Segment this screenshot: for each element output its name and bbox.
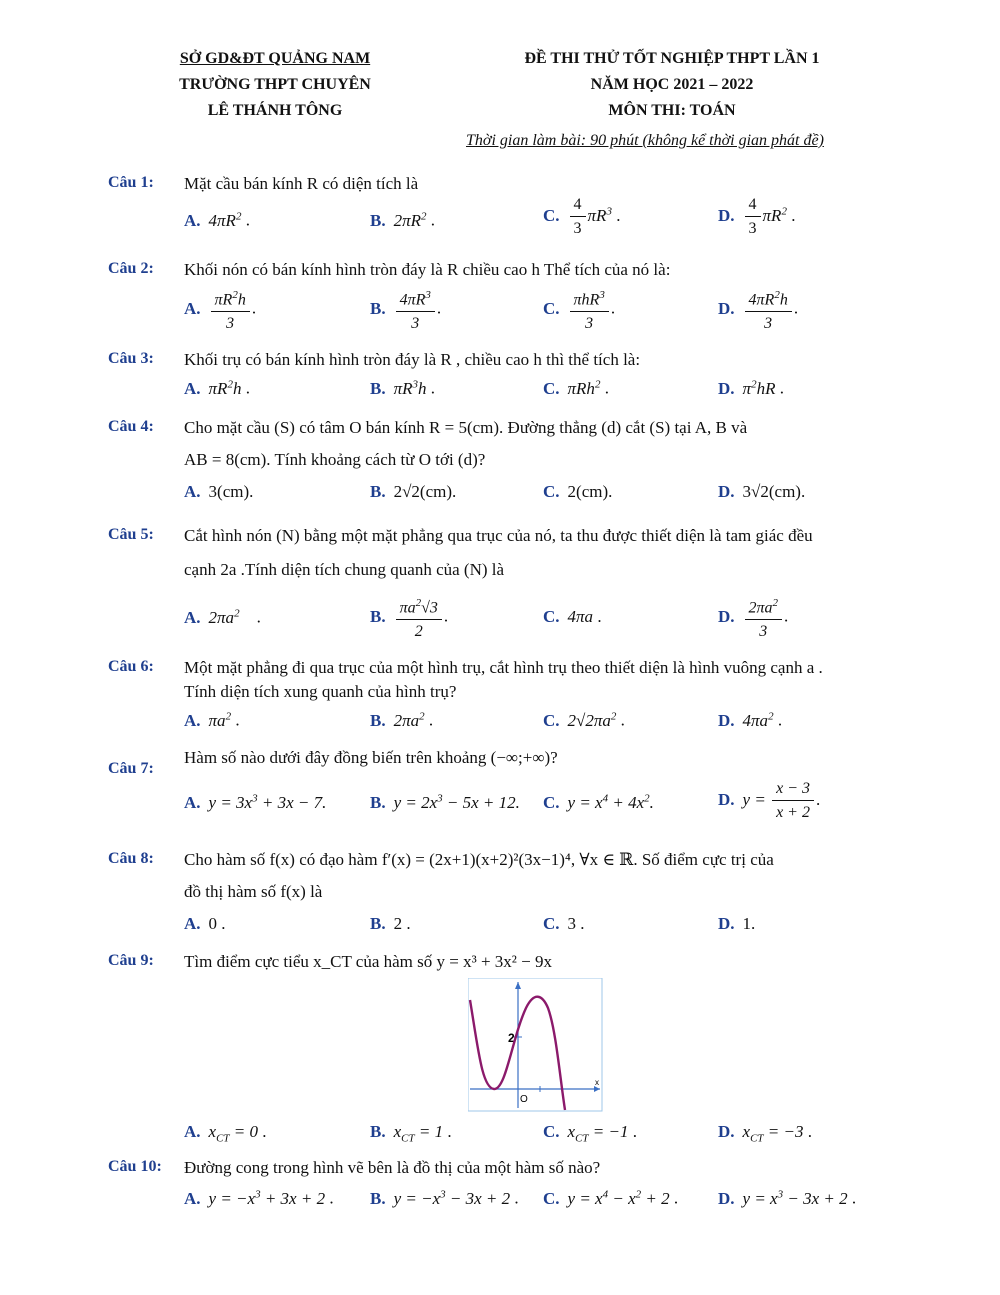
q8-option-c[interactable]: C. 3 . <box>543 914 585 933</box>
q9-label: Câu 9: <box>108 952 154 969</box>
q8-text-2: đồ thị hàm số f(x) là <box>184 882 323 901</box>
q5-option-b[interactable]: B. $\frac{\pi a^2√3}{2}$ . <box>370 594 448 641</box>
q10-option-a[interactable]: A. $y = -x^3 + 3x + 2$ . <box>184 1188 334 1208</box>
q1-a-value: $4\pi R^2$ <box>208 210 242 230</box>
q5-option-a[interactable]: A. $2\pi a^2$ . <box>184 607 261 627</box>
q5-text: Cắt hình nón (N) bằng một mặt phẳng qua trục của nó, ta thu được thiết diện là tam giác đều <box>184 526 813 545</box>
q7-text: Hàm số nào dưới đây đồng biến trên khoảng (−∞;+∞)? <box>184 748 558 767</box>
q8-text: Cho hàm số f(x) có đạo hàm f′(x) = (2x+1)(x+2)²(3x−1)⁴, ∀x ∈ ℝ. Số điểm cực trị của <box>184 850 774 869</box>
q8-option-b[interactable]: B. 2 . <box>370 914 411 933</box>
x-axis-label: x <box>595 1078 599 1087</box>
q6-option-d[interactable]: D. $4\pi a^2$ . <box>718 710 783 730</box>
q2-label: Câu 2: <box>108 260 154 277</box>
q4-option-d[interactable]: D. 3√2(cm). <box>718 482 806 501</box>
q3-option-c[interactable]: C. πRh$^2$ . <box>543 378 609 398</box>
q6-option-c[interactable]: C. $2√2\pi a^2$ . <box>543 710 625 730</box>
q10-label: Câu 10: <box>108 1158 162 1175</box>
y-axis-arrow <box>515 982 521 989</box>
q10-option-b[interactable]: B. $y = -x^3 - 3x + 2$ . <box>370 1188 519 1208</box>
q4-option-b[interactable]: B. 2√2(cm). <box>370 482 457 501</box>
q1-label: Câu 1: <box>108 174 154 191</box>
school-name: TRƯỜNG THPT CHUYÊN <box>179 76 371 93</box>
q3-option-a[interactable]: A. $\pi R^2h$ . <box>184 378 250 398</box>
y-tick-label: 2 <box>508 1031 515 1045</box>
q8-option-d[interactable]: D. 1. <box>718 914 756 933</box>
q9-text: Tìm điểm cực tiểu x_CT của hàm số y = x³ + 3x² − 9x <box>184 952 552 971</box>
exam-header <box>462 46 882 124</box>
q1-b-value: $2\pi R^2$ <box>393 210 427 230</box>
q3-text: Khối trụ có bán kính hình tròn đáy là R , chiều cao h thì thể tích là: <box>184 350 641 369</box>
q7-option-a[interactable]: A. $y = 3x^3 + 3x - 7$. <box>184 792 327 812</box>
q10-text: Đường cong trong hình vẽ bên là đồ thị của một hàm số nào? <box>184 1158 601 1177</box>
q4-text-2: AB = 8(cm). Tính khoảng cách từ O tới (d)? <box>184 450 486 469</box>
q1-option-c[interactable]: C. $\frac{4}{3}$ $\pi R^3$ . <box>543 196 621 237</box>
q7-option-b[interactable]: B. $y = 2x^3 - 5x + 12$. <box>370 792 520 812</box>
school-year: NĂM HỌC 2021 – 2022 <box>590 76 754 93</box>
exam-title: ĐỀ THI THỬ TỐT NGHIỆP THPT LẦN 1 <box>524 50 820 67</box>
school-name-2: LÊ THÁNH TÔNG <box>207 102 343 119</box>
q8-label: Câu 8: <box>108 850 154 867</box>
school-header <box>140 46 410 124</box>
q7-option-d[interactable]: D. y = $\frac{x - 3}{x + 2}$ . <box>718 780 821 821</box>
q5-label: Câu 5: <box>108 526 154 543</box>
q2-option-b[interactable]: B. $\frac{4\pi R^3}{3}$ . <box>370 286 441 333</box>
cubic-graph-figure <box>468 978 604 1112</box>
q4-option-a[interactable]: A. 3(cm). <box>184 482 254 501</box>
q10-option-d[interactable]: D. $y = x^3 - 3x + 2$ . <box>718 1188 857 1208</box>
q9-option-d[interactable]: D. $x_{CT} = -3$ . <box>718 1122 812 1145</box>
subject: MÔN THI: TOÁN <box>608 102 736 119</box>
q3-option-b[interactable]: B. $\pi R^3h$ . <box>370 378 435 398</box>
q6-option-b[interactable]: B. $2\pi a^2$ . <box>370 710 434 730</box>
q4-option-c[interactable]: C. 2(cm). <box>543 482 613 501</box>
q2-text: Khối nón có bán kính hình tròn đáy là R chiều cao h Thể tích của nó là: <box>184 260 671 279</box>
q7-label: Câu 7: <box>108 760 154 777</box>
q6-text: Một mặt phẳng đi qua trục của một hình trụ, cắt hình trụ theo thiết diện là hình vuông cạnh a . <box>184 658 823 677</box>
q1-text: Mặt cầu bán kính R có diện tích là <box>184 174 419 193</box>
q4-label: Câu 4: <box>108 418 154 435</box>
q6-label: Câu 6: <box>108 658 154 675</box>
q10-option-c[interactable]: C. $y = x^4 - x^2 + 2$ . <box>543 1188 679 1208</box>
q7-option-c[interactable]: C. $y = x^4 + 4x^2$. <box>543 792 654 812</box>
q1-option-b[interactable]: B. $2\pi R^2$ . <box>370 210 435 230</box>
q1-option-d[interactable]: D. $\frac{4}{3}$ $\pi R^2$ . <box>718 196 796 237</box>
q9-option-b[interactable]: B. $x_{CT} = 1$ . <box>370 1122 452 1145</box>
q9-option-c[interactable]: C. $x_{CT} = -1$ . <box>543 1122 637 1145</box>
q2-option-d[interactable]: D. $\frac{4\pi R^2h}{3}$ . <box>718 286 798 333</box>
department-name: SỞ GD&ĐT QUẢNG NAM <box>179 50 371 67</box>
q1-option-a[interactable]: A. $4\pi R^2$ . <box>184 210 250 230</box>
origin-label: O <box>520 1094 528 1105</box>
q6-option-a[interactable]: A. $\pi a^2$ . <box>184 710 240 730</box>
q3-option-d[interactable]: D. $\pi^2hR$ . <box>718 378 784 398</box>
q2-option-a[interactable]: A. $\frac{\pi R^2h}{3}$ . <box>184 286 256 333</box>
time-note: Thời gian làm bài: 90 phút (không kể thời gian phát đề) <box>466 132 824 149</box>
q5-option-d[interactable]: D. $\frac{2\pi a^2}{3}$ . <box>718 594 788 641</box>
q8-option-a[interactable]: A. 0 . <box>184 914 226 933</box>
q4-text: Cho mặt cầu (S) có tâm O bán kính R = 5(cm). Đường thẳng (d) cắt (S) tại A, B và <box>184 418 748 437</box>
q5-option-c[interactable]: C. 4πa . <box>543 607 602 626</box>
q5-text-2: cạnh 2a .Tính diện tích chung quanh của (N) là <box>184 560 505 579</box>
q2-option-c[interactable]: C. $\frac{\pi hR^3}{3}$ . <box>543 286 615 333</box>
q9-option-a[interactable]: A. $x_{CT} = 0$ . <box>184 1122 267 1145</box>
q6-text-2: Tính diện tích xung quanh của hình trụ? <box>184 682 457 701</box>
q3-label: Câu 3: <box>108 350 154 367</box>
